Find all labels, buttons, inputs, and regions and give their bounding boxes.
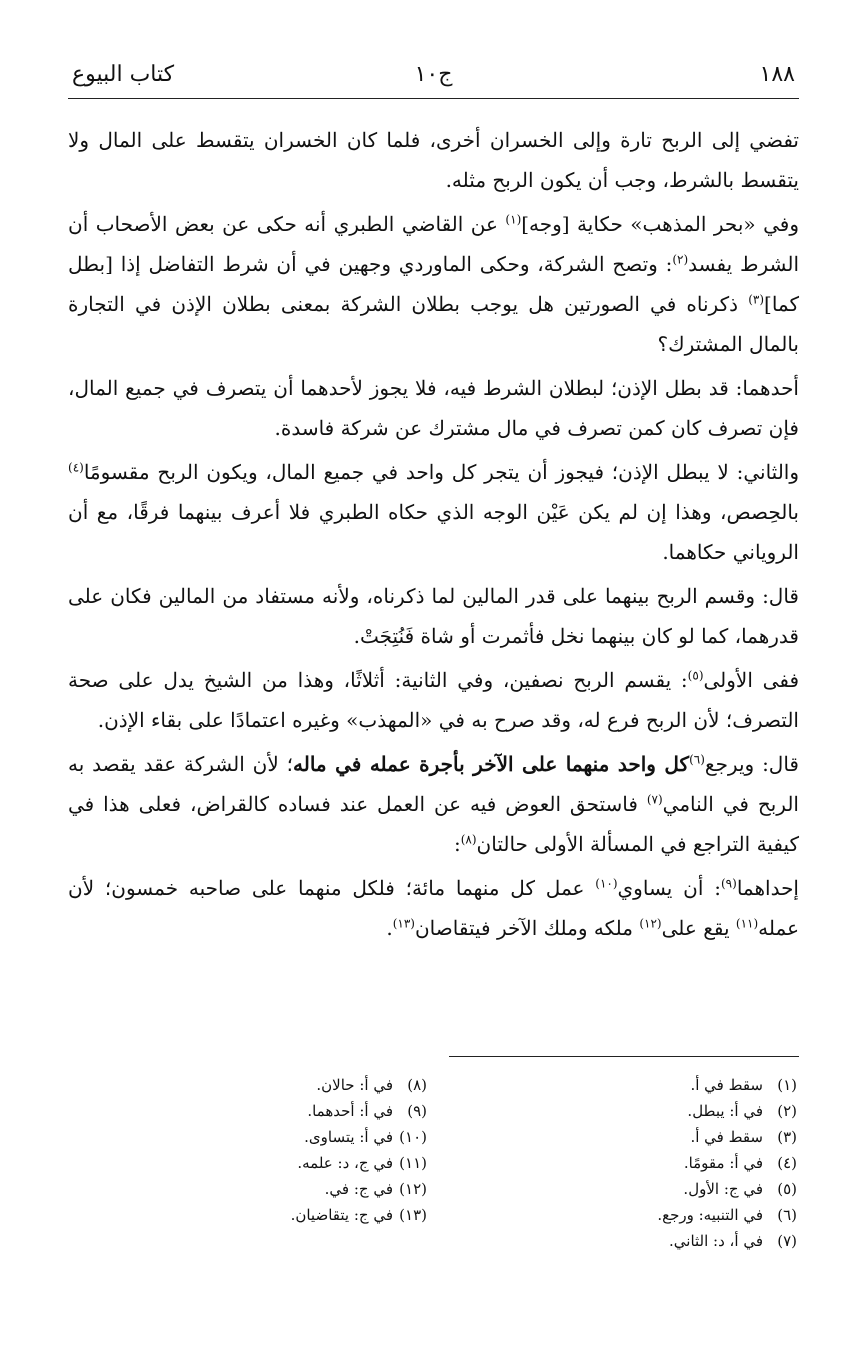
footnote-number: (٥): [777, 1180, 797, 1198]
footnote-text: في التنبيه: ورجع.: [657, 1206, 763, 1224]
footnote-ref[interactable]: (٩): [720, 876, 737, 891]
text-run: أحدهما: قد بطل الإذن؛ لبطلان الشرط فيه، فلا يجوز لأحدهما أن يتصرف في جميع المال، فإن تصرف كان كمن تصرف في مال مشترك عن شركة فاسدة.: [68, 376, 799, 440]
footnote-number: (٣): [777, 1128, 797, 1146]
footnote-item: [467, 1150, 797, 1176]
volume-label: ج١٠: [414, 62, 453, 87]
footnote-number: (١١): [399, 1154, 427, 1172]
footnote-number: (٧): [777, 1232, 797, 1250]
footnote-text: في ج: يتقاضيان.: [290, 1206, 393, 1224]
text-run: عن القاضي الطبري أنه حكى عن بعض الأصحاب أن الشرط يفسد: [68, 212, 799, 276]
text-run: :: [453, 832, 461, 856]
book-title: كتاب البيوع: [72, 62, 175, 87]
footnote-ref[interactable]: (٥): [687, 668, 704, 683]
paragraph: [68, 204, 799, 364]
paragraph: [68, 452, 799, 572]
footnote-text: في ج: الأول.: [683, 1180, 763, 1198]
footnote-number: (١٣): [399, 1206, 427, 1224]
text-run: : يقسم الربح نصفين، وفي الثانية: أثلاثًا، وهذا من الشيخ يدل على صحة التصرف؛ لأن الربح فرع له، وقد صرح به في «المهذب» وغيره اعتمادًا على بقاء الإذن.: [68, 668, 799, 732]
text-run: يقع على: [661, 916, 736, 940]
footnotes-right-column: [467, 1072, 797, 1254]
footnote-ref[interactable]: (١): [505, 212, 522, 227]
text-run: ملكه وملك الآخر فيتقاصان: [414, 916, 640, 940]
text-run: قال: وقسم الربح بينهما على قدر المالين لما ذكرناه، ولأنه مستفاد من المالين فكان على قدرهما، كما لو كان بينهما نخل فأثمرت أو شاة فَنُتِجَتْ.: [68, 584, 799, 648]
page-header: [68, 58, 799, 99]
text-run: والثاني: لا يبطل الإذن؛ فيجوز أن يتجر كل واحد في جميع المال، ويكون الربح مقسومًا: [83, 460, 799, 484]
footnote-item: [97, 1072, 427, 1098]
main-text: [68, 120, 799, 952]
footnote-ref[interactable]: (٧): [646, 792, 663, 807]
footnote-text: في ج: في.: [324, 1180, 393, 1198]
text-run: قال: ويرجع: [704, 752, 799, 776]
bold-text-run: كل واحد منهما على الآخر بأجرة عمله في ماله: [293, 752, 690, 776]
footnote-text: في أ، د: الثاني.: [669, 1232, 763, 1250]
footnote-ref[interactable]: (٦): [689, 752, 705, 767]
text-run: عمل كل منهما مائة؛ فلكل منهما على صاحبه خمسون؛ لأن عمله: [68, 876, 799, 940]
footnote-item: [467, 1176, 797, 1202]
text-run: وفي «بحر المذهب» حكاية [وجه]: [521, 212, 799, 236]
paragraph: [68, 660, 799, 740]
footnote-item: [97, 1124, 427, 1150]
text-run: ففى الأولى: [703, 668, 799, 692]
footnote-item: [97, 1176, 427, 1202]
footnote-text: في أ: يبطل.: [687, 1102, 763, 1120]
text-run: تفضي إلى الربح تارة وإلى الخسران أخرى، فلما كان الخسران يتقسط على المال ولا يتقسط بالشرط، وجب أن يكون الربح مثله.: [68, 128, 799, 192]
footnote-ref[interactable]: (١١): [735, 916, 759, 931]
footnotes-left-column: [97, 1072, 427, 1228]
footnote-item: [467, 1124, 797, 1150]
footnote-item: [97, 1202, 427, 1228]
text-run: : أن يساوي: [617, 876, 721, 900]
footnote-text: في أ: مقومًا.: [683, 1154, 763, 1172]
text-run: إحداهما: [736, 876, 799, 900]
footnote-item: [97, 1150, 427, 1176]
paragraph: [68, 368, 799, 448]
footnote-item: [467, 1228, 797, 1254]
page-number: ١٨٨: [759, 62, 795, 87]
text-run: ؛ لأن الشركة عقد يقصد به الربح في النامي: [68, 752, 799, 816]
footnote-text: في أ: يتساوى.: [304, 1128, 393, 1146]
text-run: .: [386, 916, 393, 940]
footnote-divider: [449, 1056, 799, 1057]
footnote-item: [467, 1098, 797, 1124]
footnote-number: (٦): [777, 1206, 797, 1224]
paragraph: [68, 576, 799, 656]
text-run: : وتصح الشركة، وحكى الماوردي وجهين في أن شرط التفاضل إذا [بطل كما]: [68, 252, 799, 316]
footnote-ref[interactable]: (٨): [460, 832, 477, 847]
footnote-text: في أ: حالان.: [316, 1076, 393, 1094]
footnote-item: [467, 1202, 797, 1228]
footnote-number: (٨): [407, 1076, 427, 1094]
footnote-text: سقط في أ.: [690, 1128, 763, 1146]
paragraph: [68, 120, 799, 200]
footnote-number: (٢): [777, 1102, 797, 1120]
footnote-ref[interactable]: (٣): [748, 292, 765, 307]
text-run: ذكرناه في الصورتين هل يوجب بطلان الشركة بمعنى بطلان الإذن في التجارة بالمال المشترك؟: [68, 292, 799, 356]
footnote-ref[interactable]: (١٠): [595, 876, 618, 891]
footnote-number: (٩): [407, 1102, 427, 1120]
paragraph: [68, 744, 799, 864]
footnote-ref[interactable]: (١٢): [639, 916, 662, 931]
footnote-item: [97, 1098, 427, 1124]
footnote-number: (١٠): [399, 1128, 427, 1146]
footnote-number: (١٢): [399, 1180, 427, 1198]
footnote-text: في ج، د: علمه.: [297, 1154, 393, 1172]
text-run: بالحِصص، وهذا إن لم يكن عَيْن الوجه الذي حكاه الطبري فلا أعرف بينهما فرقًا، مع أن الروياني حكاهما.: [68, 500, 799, 564]
footnote-ref[interactable]: (١٣): [392, 916, 415, 931]
footnote-number: (٤): [777, 1154, 797, 1172]
footnote-ref[interactable]: (٤): [68, 460, 84, 475]
footnote-number: (١): [777, 1076, 797, 1094]
footnote-ref[interactable]: (٢): [672, 252, 689, 267]
text-run: فاستحق العوض فيه عن العمل عند فساده كالقراض، فعلى هذا في كيفية التراجع في المسألة الأولى حالتان: [68, 792, 799, 856]
paragraph: [68, 868, 799, 948]
footnote-item: [467, 1072, 797, 1098]
footnote-text: سقط في أ.: [690, 1076, 763, 1094]
footnote-text: في أ: أحدهما.: [307, 1102, 393, 1120]
